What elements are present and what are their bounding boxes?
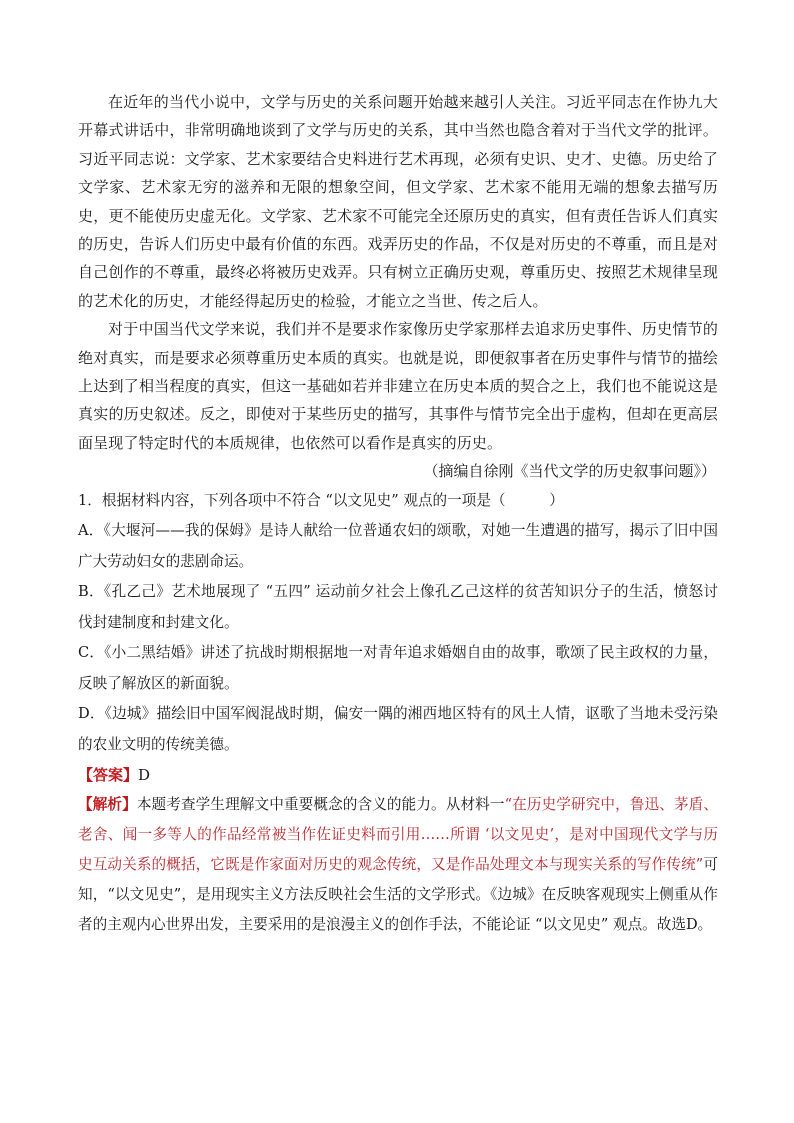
analysis-text-1: 本题考查学生理解文中重要概念的含义的能力。从材料一 — [136, 796, 505, 814]
analysis-label: 【解析】 — [78, 796, 137, 814]
answer-value: D — [138, 766, 151, 785]
analysis-text-2: 可知，“以文见史”，是用现实主义方法反映社会生活的文学形式。《边城》在反映客观现实上侧重从作者的主观内心世界出发，主要采用的是浪漫主义的创作手法，不能论证 “以文见史” 观点。故选D。 — [78, 856, 718, 934]
analysis-quote: “在历史学研究中，鲁迅、茅盾、老舍、闻一多等人的作品经常被当作佐证史料而引用……所谓 ‘以文见史’，是对中国现代文学与历史互动关系的概括，它既是作家面对历史的观念传统，又是作品处理文本与现实关系的写作传统” — [78, 796, 718, 874]
article-paragraph-1: 在近年的当代小说中，文学与历史的关系问题开始越来越引人关注。习近平同志在作协九大开幕式讲话中，非常明确地谈到了文学与历史的关系，其中当然也隐含着对于当代文学的批评。习近平同志说：文学家、艺术家要结合史料进行艺术再现，必须有史识、史才、史德。历史给了文学家、艺术家无穷的滋养和无限的想象空间，但文学家、艺术家不能用无端的想象去描写历史，更不能使历史虚无化。文学家、艺术家不可能完全还原历史的真实，但有责任告诉人们真实的历史，告诉人们历史中最有价值的东西。戏弄历史的作品，不仅是对历史的不尊重，而且是对自己创作的不尊重，最终必将被历史戏弄。只有树立正确历史观，尊重历史、按照艺术规律呈现的艺术化的历史，才能经得起历史的检验，才能立之当世、传之后人。 — [78, 93, 718, 310]
option-a: A．《大堰河——我的保姆》是诗人献给一位普通农妇的颂歌，对她一生遭遇的描写，揭示了旧中国广大劳动妇女的悲剧命运。 — [78, 522, 718, 570]
document-page — [78, 88, 718, 940]
answer-line — [78, 760, 718, 790]
option-d: D．《边城》描绘旧中国军阀混战时期，偏安一隅的湘西地区特有的风土人情，讴歌了当地未受污染的农业文明的传统美德。 — [78, 705, 718, 753]
article-source: （摘编自徐刚《当代文学的历史叙事问题》） — [423, 462, 716, 481]
option-b: B．《孔乙己》艺术地展现了 “五四” 运动前夕社会上像孔乙己这样的贫苦知识分子的生活，愤怒讨伐封建制度和封建文化。 — [78, 583, 718, 631]
answer-label: 【答案】 — [78, 766, 139, 785]
question-stem: 1．根据材料内容，下列各项中不符合 “以文见史” 观点的一项是（ ） — [78, 491, 564, 509]
article-paragraph-2: 对于中国当代文学来说，我们并不是要求作家像历史学家那样去追求历史事件、历史情节的绝对真实，而是要求必须尊重历史本质的真实。也就是说，即便叙事者在历史事件与情节的描绘上达到了相当程度的真实，但这一基础如若并非建立在历史本质的契合之上，我们也不能说这是真实的历史叙述。反之，即使对于某些历史的描写，其事件与情节完全出于虚构，但却在更高层面呈现了特定时代的本质规律，也依然可以看作是真实的历史。 — [78, 320, 718, 452]
analysis-block — [78, 790, 718, 940]
option-c: C．《小二黑结婚》讲述了抗战时期根据地一对青年追求婚姻自由的故事，歌颂了民主政权的力量，反映了解放区的新面貌。 — [78, 644, 718, 692]
